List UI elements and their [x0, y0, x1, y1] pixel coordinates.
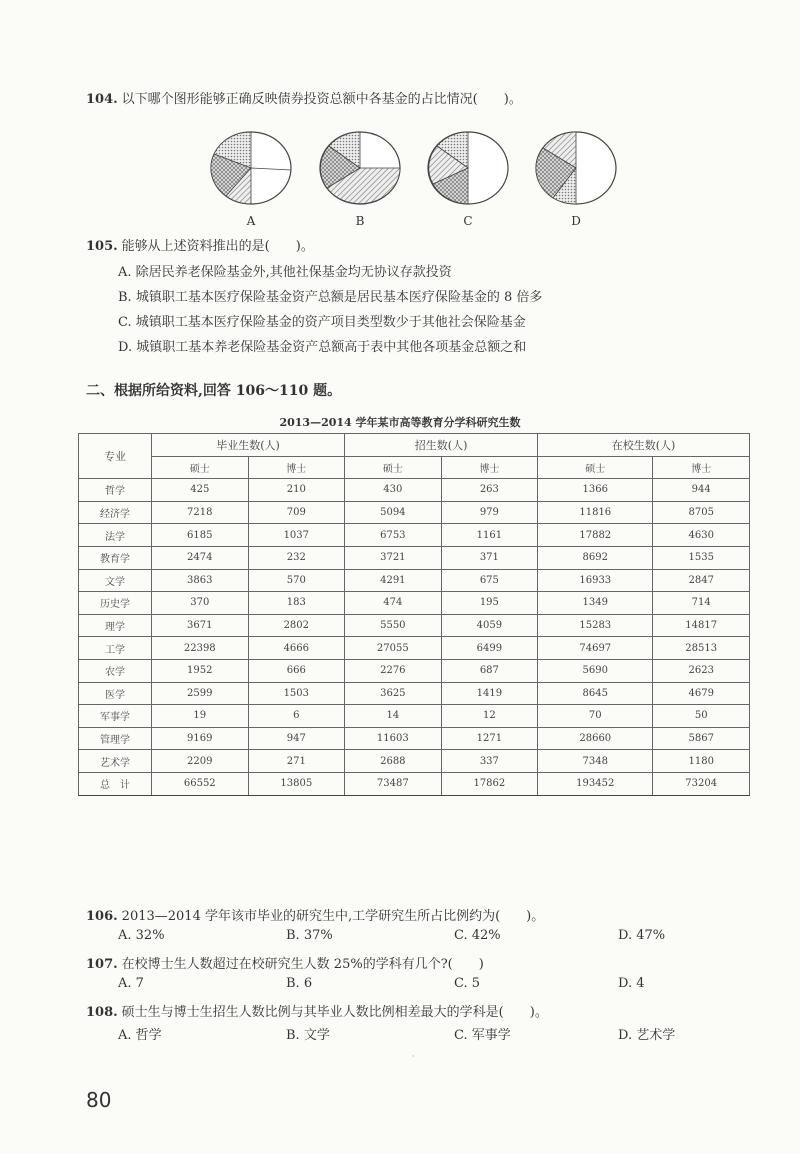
table-cell: 66552 — [152, 772, 249, 795]
table-cell: 1271 — [441, 727, 538, 750]
table-row — [79, 546, 750, 569]
option-106-c: C. 42% — [454, 928, 501, 943]
question-104 — [86, 88, 522, 107]
table-cell: 74697 — [538, 637, 653, 660]
pie-chart-d — [531, 128, 621, 208]
pie-option-d — [521, 128, 631, 228]
row-major-name: 军事学 — [79, 705, 152, 728]
table-cell: 12 — [441, 705, 538, 728]
table-cell: 4291 — [345, 569, 442, 592]
option-107-d: D. 4 — [618, 976, 645, 991]
data-table — [78, 433, 750, 796]
option-105-a: A. 除居民养老保险基金外,其他社保基金均无协议存款投资 — [118, 265, 452, 280]
option-108-b: B. 文学 — [286, 1028, 330, 1043]
option-105-b: B. 城镇职工基本医疗保险基金资产总额是居民基本医疗保险基金的 8 倍多 — [118, 290, 543, 305]
row-major-name: 管理学 — [79, 727, 152, 750]
table-header-row — [79, 434, 750, 457]
table-row — [79, 637, 750, 660]
table-cell: 675 — [441, 569, 538, 592]
table-cell: 1366 — [538, 479, 653, 502]
header-in-school: 在校生数(人) — [538, 434, 750, 457]
table-row — [79, 682, 750, 705]
table-cell: 425 — [152, 479, 249, 502]
table-row — [79, 614, 750, 637]
table-row — [79, 705, 750, 728]
option-107-a: A. 7 — [118, 976, 144, 991]
header-major: 专业 — [79, 434, 152, 479]
table-row — [79, 592, 750, 615]
table-body — [79, 479, 750, 795]
subheader-master: 硕士 — [152, 456, 249, 479]
row-major-name: 总 计 — [79, 772, 152, 795]
pie-label-c: C — [463, 214, 473, 228]
table-cell: 11816 — [538, 501, 653, 524]
table-row — [79, 750, 750, 773]
table-cell: 2688 — [345, 750, 442, 773]
question-text: 以下哪个图形能够正确反映债券投资总额中各基金的占比情况( )。 — [121, 92, 522, 107]
option-105-c: C. 城镇职工基本医疗保险基金的资产项目类型数少于其他社会保险基金 — [118, 315, 526, 330]
table-cell: 28513 — [653, 637, 750, 660]
question-text: 能够从上述资料推出的是( )。 — [121, 239, 314, 254]
question-number: 107. — [86, 957, 118, 972]
pie-label-b: B — [355, 214, 365, 228]
table-cell: 4630 — [653, 524, 750, 547]
table-cell: 263 — [441, 479, 538, 502]
decorative-dot: · — [412, 1052, 415, 1061]
table-cell: 1952 — [152, 659, 249, 682]
header-enrollment: 招生数(人) — [345, 434, 538, 457]
question-number: 104. — [86, 92, 118, 107]
option-108-c: C. 军事学 — [454, 1028, 511, 1043]
option-107-b: B. 6 — [286, 976, 313, 991]
table-title: 2013—2014 学年某市高等教育分学科研究生数 — [279, 416, 521, 429]
row-major-name: 哲学 — [79, 479, 152, 502]
table-cell: 6499 — [441, 637, 538, 660]
table-cell: 1535 — [653, 546, 750, 569]
table-cell: 183 — [248, 592, 345, 615]
table-cell: 13805 — [248, 772, 345, 795]
table-cell: 5550 — [345, 614, 442, 637]
subheader-master: 硕士 — [538, 456, 653, 479]
table-cell: 73204 — [653, 772, 750, 795]
table-cell: 8705 — [653, 501, 750, 524]
row-major-name: 工学 — [79, 637, 152, 660]
pie-label-a: A — [246, 214, 256, 228]
table-cell: 2802 — [248, 614, 345, 637]
table-cell: 944 — [653, 479, 750, 502]
row-major-name: 经济学 — [79, 501, 152, 524]
section-heading: 二、根据所给资料,回答 106～110 题。 — [86, 383, 342, 399]
row-major-name: 理学 — [79, 614, 152, 637]
table-cell: 7348 — [538, 750, 653, 773]
table-cell: 1503 — [248, 682, 345, 705]
option-105-d: D. 城镇职工基本养老保险基金资产总额高于表中其他各项基金总额之和 — [118, 340, 527, 355]
row-major-name: 艺术学 — [79, 750, 152, 773]
question-number: 105. — [86, 239, 118, 254]
pie-option-a — [196, 128, 306, 228]
table-row — [79, 727, 750, 750]
table-row — [79, 524, 750, 547]
table-cell: 15283 — [538, 614, 653, 637]
option-106-d: D. 47% — [618, 928, 666, 943]
table-cell: 11603 — [345, 727, 442, 750]
question-number: 108. — [86, 1005, 118, 1020]
table-cell: 474 — [345, 592, 442, 615]
question-text: 2013—2014 学年该市毕业的研究生中,工学研究生所占比例约为( )。 — [121, 909, 545, 924]
table-cell: 2276 — [345, 659, 442, 682]
question-108 — [86, 1001, 548, 1020]
table-cell: 271 — [248, 750, 345, 773]
pie-option-b — [305, 128, 415, 228]
option-108-d: D. 艺术学 — [618, 1028, 676, 1043]
table-cell: 1161 — [441, 524, 538, 547]
question-number: 106. — [86, 909, 118, 924]
page-number: 80 — [86, 1088, 112, 1112]
subheader-doctor: 博士 — [653, 456, 750, 479]
question-text: 在校博士生人数超过在校研究生人数 25%的学科有几个?( ) — [121, 957, 484, 972]
row-major-name: 文学 — [79, 569, 152, 592]
table-cell: 6 — [248, 705, 345, 728]
table-cell: 9169 — [152, 727, 249, 750]
table-cell: 73487 — [345, 772, 442, 795]
question-107 — [86, 953, 484, 972]
table-cell: 1419 — [441, 682, 538, 705]
option-107-c: C. 5 — [454, 976, 481, 991]
table-cell: 17882 — [538, 524, 653, 547]
table-cell: 3625 — [345, 682, 442, 705]
table-cell: 1349 — [538, 592, 653, 615]
table-cell: 8692 — [538, 546, 653, 569]
row-major-name: 农学 — [79, 659, 152, 682]
pie-chart-b — [315, 128, 405, 208]
table-cell: 14 — [345, 705, 442, 728]
table-cell: 4666 — [248, 637, 345, 660]
table-row — [79, 772, 750, 795]
table-row — [79, 501, 750, 524]
table-cell: 5690 — [538, 659, 653, 682]
table-cell: 979 — [441, 501, 538, 524]
table-row — [79, 479, 750, 502]
table-cell: 5867 — [653, 727, 750, 750]
table-cell: 50 — [653, 705, 750, 728]
table-cell: 22398 — [152, 637, 249, 660]
row-major-name: 教育学 — [79, 546, 152, 569]
table-cell: 2623 — [653, 659, 750, 682]
table-cell: 666 — [248, 659, 345, 682]
table-row — [79, 659, 750, 682]
table-cell: 709 — [248, 501, 345, 524]
table-cell: 337 — [441, 750, 538, 773]
table-cell: 19 — [152, 705, 249, 728]
table-cell: 3671 — [152, 614, 249, 637]
pie-chart-a — [206, 128, 296, 208]
table-cell: 8645 — [538, 682, 653, 705]
table-cell: 16933 — [538, 569, 653, 592]
subheader-master: 硕士 — [345, 456, 442, 479]
table-cell: 947 — [248, 727, 345, 750]
option-106-b: B. 37% — [286, 928, 333, 943]
table-cell: 232 — [248, 546, 345, 569]
question-text: 硕士生与博士生招生人数比例与其毕业人数比例相差最大的学科是( )。 — [121, 1005, 548, 1020]
table-cell: 2847 — [653, 569, 750, 592]
table-cell: 7218 — [152, 501, 249, 524]
option-106-a: A. 32% — [118, 928, 165, 943]
table-cell: 6185 — [152, 524, 249, 547]
row-major-name: 医学 — [79, 682, 152, 705]
table-cell: 430 — [345, 479, 442, 502]
table-cell: 193452 — [538, 772, 653, 795]
table-row — [79, 569, 750, 592]
subheader-doctor: 博士 — [248, 456, 345, 479]
header-graduates: 毕业生数(人) — [152, 434, 345, 457]
table-cell: 3863 — [152, 569, 249, 592]
table-cell: 210 — [248, 479, 345, 502]
table-cell: 687 — [441, 659, 538, 682]
table-cell: 1037 — [248, 524, 345, 547]
table-cell: 371 — [441, 546, 538, 569]
table-cell: 70 — [538, 705, 653, 728]
table-cell: 4059 — [441, 614, 538, 637]
question-105 — [86, 235, 314, 254]
row-major-name: 法学 — [79, 524, 152, 547]
table-subheader-row — [79, 456, 750, 479]
table-cell: 370 — [152, 592, 249, 615]
table-cell: 5094 — [345, 501, 442, 524]
table-cell: 2209 — [152, 750, 249, 773]
table-cell: 14817 — [653, 614, 750, 637]
row-major-name: 历史学 — [79, 592, 152, 615]
table-cell: 714 — [653, 592, 750, 615]
table-cell: 2599 — [152, 682, 249, 705]
option-108-a: A. 哲学 — [118, 1028, 162, 1043]
table-cell: 4679 — [653, 682, 750, 705]
pie-chart-c — [423, 128, 513, 208]
subheader-doctor: 博士 — [441, 456, 538, 479]
table-cell: 27055 — [345, 637, 442, 660]
pie-label-d: D — [571, 214, 581, 228]
table-cell: 570 — [248, 569, 345, 592]
question-106 — [86, 905, 544, 924]
table-cell: 1180 — [653, 750, 750, 773]
table-cell: 2474 — [152, 546, 249, 569]
table-cell: 6753 — [345, 524, 442, 547]
table-cell: 28660 — [538, 727, 653, 750]
pie-option-c — [413, 128, 523, 228]
table-cell: 3721 — [345, 546, 442, 569]
table-cell: 17862 — [441, 772, 538, 795]
table-cell: 195 — [441, 592, 538, 615]
